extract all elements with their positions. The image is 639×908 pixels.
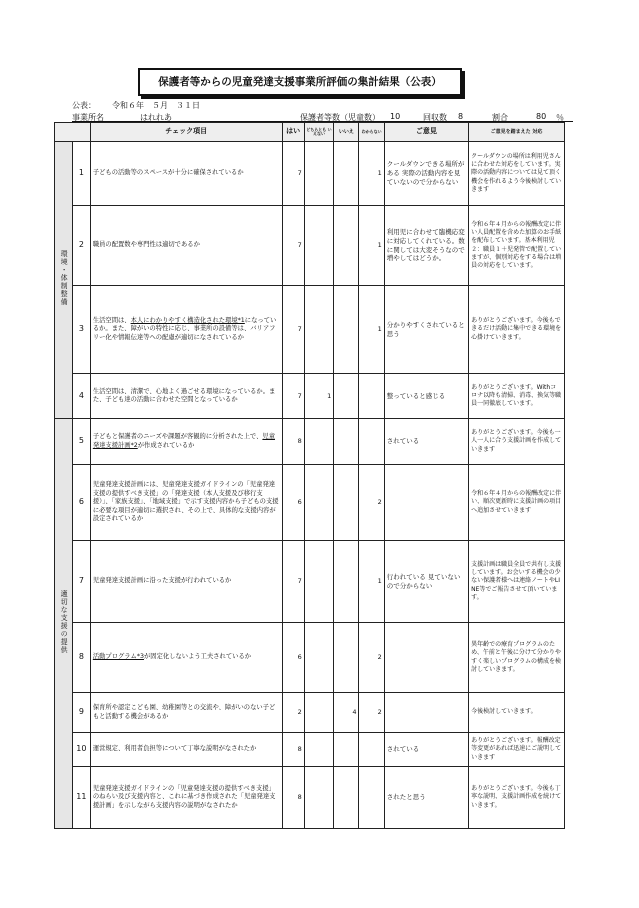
header-blank	[55, 123, 91, 142]
header-opinion: ご意見	[384, 123, 468, 142]
count-neither	[304, 206, 334, 286]
rate-unit: ％	[556, 113, 564, 122]
count-yes: 8	[282, 733, 304, 767]
header-yes: はい	[282, 123, 304, 142]
count-unknown: 1	[359, 286, 384, 374]
table-row	[55, 286, 565, 374]
opinion-cell: 分かりやすくされていると思う	[384, 286, 468, 374]
row-number: 10	[72, 733, 90, 767]
count-no	[334, 419, 359, 465]
check-item-text	[90, 733, 282, 767]
office-name: はれれあ	[140, 113, 172, 122]
header-no: いいえ	[334, 123, 359, 142]
count-neither	[304, 767, 334, 829]
check-item-segment: になっているか。また、障がいの特性に応じ、事業所の設備等は、バリアフリー化や情報伝達等への配慮が適切になされているか	[92, 316, 277, 341]
row-number: 5	[72, 419, 90, 465]
category-cell	[55, 419, 73, 829]
count-yes: 2	[282, 693, 304, 733]
header-response: ご意見を踏まえた 対応	[469, 123, 565, 142]
count-no	[334, 623, 359, 693]
category-cell	[55, 142, 73, 419]
count-unknown: 2	[359, 693, 384, 733]
table-row	[55, 767, 565, 829]
check-item-text	[90, 693, 282, 733]
opinion-cell: 行われている 見ていないので分からない	[384, 541, 468, 623]
check-item-underlined: 活動プログラム*3	[92, 653, 144, 661]
category-label: 適切な支援の提供	[60, 589, 69, 654]
check-item-text	[90, 142, 282, 206]
check-item-text	[90, 767, 282, 829]
count-no	[334, 142, 359, 206]
response-cell: ありがとうございます。今後も一人一人に合う支援計画を作成していきます	[469, 419, 565, 465]
response-cell: ありがとうございます。今後もできるだけ活動に集中できる環境を心掛けていきます。	[469, 286, 565, 374]
check-item-segment: 生活空間は、清潔で、心地よく過ごせる環境になっているか。また、子ども達の活動に合わせた空間となっているか	[92, 387, 276, 403]
count-neither	[304, 693, 334, 733]
count-yes: 8	[282, 419, 304, 465]
check-item-text	[90, 374, 282, 419]
check-item-text	[90, 419, 282, 465]
check-item-text	[90, 623, 282, 693]
check-item-underlined: 本人にわかりやすく構造化された環境*1	[130, 316, 245, 324]
count-unknown	[359, 419, 384, 465]
count-no	[334, 767, 359, 829]
check-item-text	[90, 206, 282, 286]
response-cell: 支援計画は職員全員で共有し支援しています。お会いする機会の少ない保護者様へは連絡ノートやLINE等でご報告させて頂いています。	[469, 541, 565, 623]
check-item-segment: 子どもの活動等のスペースが十分に確保されているか	[92, 169, 244, 177]
rate-value: 80	[536, 112, 547, 121]
opinion-cell	[384, 623, 468, 693]
opinion-cell: クールダウンできる場所がある 実際の活動内容を見ていないので分からない	[384, 142, 468, 206]
count-neither	[304, 286, 334, 374]
table-header-row	[55, 123, 565, 142]
check-item-text	[90, 541, 282, 623]
response-cell: 令和６年４月からの報酬改定に伴い人員配置を含めた加算のお手紙を配布しています。基本利用児２：職員１＋児発管で配置していますが、個別対応をする場合は増員の対応をしています。	[469, 206, 565, 286]
check-item-text	[90, 286, 282, 374]
response-cell: 令和６年４月からの報酬改定に伴い、順次更新時に支援計画の項目へ追加させていきます	[469, 465, 565, 541]
count-neither: 1	[304, 374, 334, 419]
check-item-segment: が固定化しないよう工夫されているか	[143, 653, 252, 661]
row-number: 9	[72, 693, 90, 733]
response-cell: ありがとうございます。今後も丁寧な説明、支援計画作成を続けていきます。	[469, 767, 565, 829]
header-neither: どちらとも いえない	[304, 123, 334, 142]
count-neither	[304, 142, 334, 206]
evaluation-table	[54, 122, 565, 829]
published-date: 令和６年 ５月 ３１日	[112, 101, 200, 110]
rate-label: 割合	[492, 113, 508, 122]
count-unknown	[359, 733, 384, 767]
check-item-text	[90, 465, 282, 541]
count-no	[334, 374, 359, 419]
table-row	[55, 541, 565, 623]
count-unknown: 2	[359, 623, 384, 693]
response-cell: 今後検討していきます。	[469, 693, 565, 733]
count-neither	[304, 541, 334, 623]
row-number: 11	[72, 767, 90, 829]
count-yes: 7	[282, 541, 304, 623]
check-item-segment: 児童発達支援ガイドラインの「児童発達支援の提供すべき支援」のねらい及び支援内容と、これに基づき作成された「児童発達支援計画」を示しながら支援内容の説明がなされたか	[92, 784, 276, 809]
respondents-label: 保護者等数（児童数）	[300, 113, 380, 122]
count-yes: 8	[282, 767, 304, 829]
document-title: 保護者等からの児童発達支援事業所評価の集計結果（公表）	[138, 68, 462, 96]
count-unknown: 1	[359, 206, 384, 286]
count-neither	[304, 419, 334, 465]
response-cell: 異年齢での療育プログラムのため、午前と午後に分けて分かりやすく楽しいプログラムの構成を検討していきます。	[469, 623, 565, 693]
count-neither	[304, 623, 334, 693]
count-yes: 7	[282, 286, 304, 374]
opinion-cell	[384, 693, 468, 733]
opinion-cell: されている	[384, 419, 468, 465]
table-row	[55, 623, 565, 693]
count-neither	[304, 733, 334, 767]
check-item-segment: 児童発達支援計画に沿った支援が行われているか	[92, 577, 232, 585]
count-unknown: 2	[359, 465, 384, 541]
category-label: 環境・体制整備	[60, 250, 69, 307]
check-item-underlined: 児童発達支援計画*2	[92, 433, 275, 449]
opinion-cell: 利用児に合わせて臨機応変に対応してくれている。数に関しては大変そうなので増やしてはどうか。	[384, 206, 468, 286]
table-row	[55, 206, 565, 286]
table-row	[55, 733, 565, 767]
count-yes: 7	[282, 142, 304, 206]
opinion-cell: されたと思う	[384, 767, 468, 829]
table-row	[55, 419, 565, 465]
responses-value: 8	[458, 112, 464, 121]
check-item-segment: 保育所や認定こども園、幼稚園等との交流や、障がいのない子どもと活動する機会があるか	[92, 704, 276, 720]
count-unknown: 1	[359, 142, 384, 206]
header-unknown: わからない	[359, 123, 384, 142]
table-row	[55, 693, 565, 733]
count-yes: 6	[282, 465, 304, 541]
row-number: 1	[72, 142, 90, 206]
count-yes: 6	[282, 623, 304, 693]
header-check-item: チェック項目	[90, 123, 282, 142]
check-item-segment: 子どもと保護者のニーズや課題が客観的に分析された上で、	[92, 433, 263, 440]
count-no: 4	[334, 693, 359, 733]
opinion-cell: されている	[384, 733, 468, 767]
check-item-segment: が作成されているか	[137, 441, 195, 449]
check-item-segment: 児童発達支援計画には、児童発達支援ガイドラインの「児童発達支援の提供すべき支援」の「発達支援（本人支援及び移行支援）」、「家族支援」、「地域支援」で示す支援内容から子どもの支援に必要な項目が適切に選択され、その上で、具体的な支援内容が設定されているか	[92, 481, 279, 523]
count-neither	[304, 465, 334, 541]
count-unknown	[359, 374, 384, 419]
row-number: 2	[72, 206, 90, 286]
table-row	[55, 465, 565, 541]
table-row	[55, 374, 565, 419]
table-row	[55, 142, 565, 206]
respondents-value: 10	[390, 112, 401, 121]
count-unknown: 1	[359, 541, 384, 623]
count-yes: 7	[282, 206, 304, 286]
count-no	[334, 286, 359, 374]
response-cell: クールダウンの場所は利用児さんに合わせた対応をしています。実際の活動内容については見て頂く機会を作れるよう今後検討していきます	[469, 142, 565, 206]
opinion-cell	[384, 465, 468, 541]
check-item-segment: 運営規定、利用者負担等について丁寧な説明がなされたか	[92, 745, 257, 753]
check-item-segment: 職員の配置数や専門性は適切であるか	[92, 241, 200, 249]
responses-label: 回収数	[423, 113, 447, 122]
count-no	[334, 465, 359, 541]
count-no	[334, 541, 359, 623]
row-number: 3	[72, 286, 90, 374]
count-yes: 7	[282, 374, 304, 419]
published-label: 公表：	[72, 101, 96, 110]
check-item-segment: 生活空間は、	[92, 316, 131, 324]
count-no	[334, 206, 359, 286]
row-number: 6	[72, 465, 90, 541]
count-unknown	[359, 767, 384, 829]
response-cell: ありがとうございます。Withコロナ以降も清掃、消毒、換気等職員一同徹底しています。	[469, 374, 565, 419]
response-cell: ありがとうございます。報酬改定等変更があれば迅速にご説明していきます	[469, 733, 565, 767]
row-number: 8	[72, 623, 90, 693]
opinion-cell: 整っていると感じる	[384, 374, 468, 419]
row-number: 4	[72, 374, 90, 419]
count-no	[334, 733, 359, 767]
row-number: 7	[72, 541, 90, 623]
office-label: 事業所名	[72, 113, 104, 122]
